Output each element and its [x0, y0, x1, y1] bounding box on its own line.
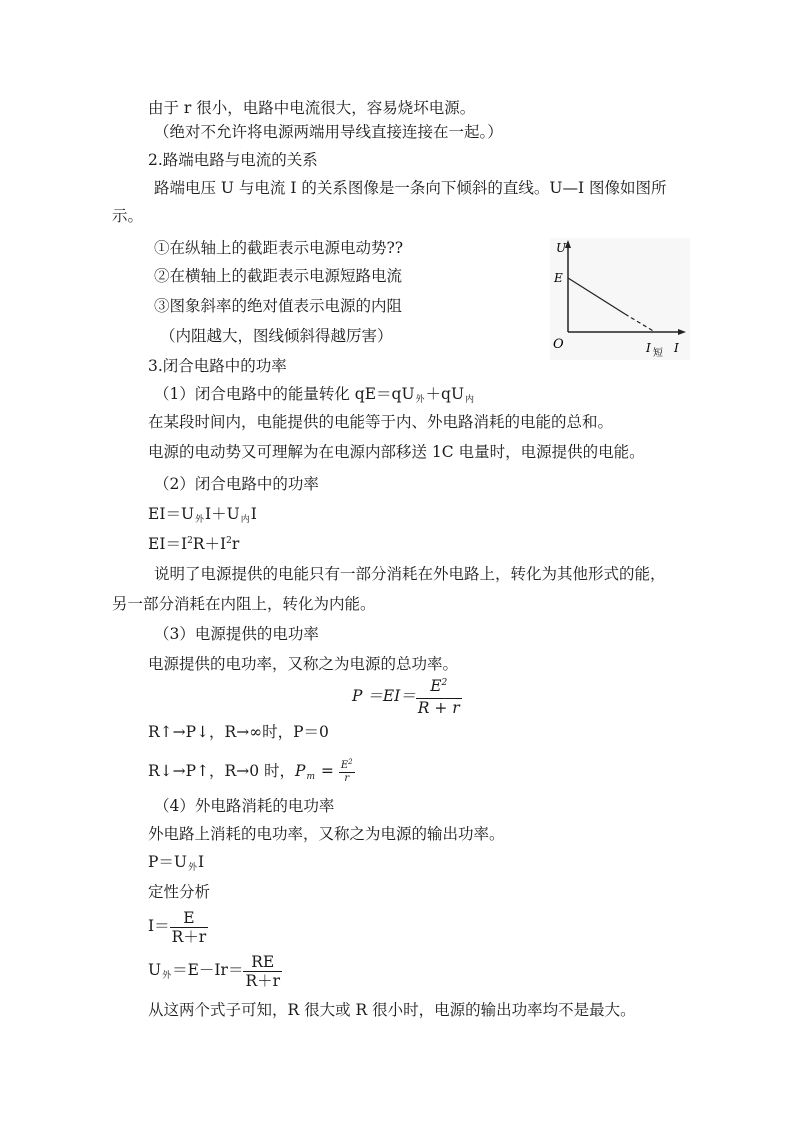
i-axis-label: I [674, 341, 679, 355]
ui-graph [550, 238, 690, 360]
section-1-mid: ＋qU [425, 385, 465, 403]
para-explain: 说明了电源提供的电能只有一部分消耗在外电路上，转化为其他形式的能， [154, 565, 666, 583]
eq3-b: I [198, 853, 205, 871]
para-warning: （绝对不允许将电源两端用导线直接连接在一起。） [154, 123, 503, 141]
section-1-sub-inner: 内 [465, 395, 475, 405]
equation-total-power [352, 676, 462, 717]
eq2-a: EI＝I [148, 535, 188, 553]
para-energy-sum: 在某段时间内，电能提供的电能等于内、外电路消耗的电能的总和。 [148, 413, 614, 431]
rule-2 [148, 756, 355, 789]
list-item-1: ①在纵轴上的截距表示电源电动势?? [154, 239, 404, 257]
eqP-lhs: P ＝EI＝ [352, 687, 416, 705]
equation-2 [148, 534, 239, 557]
ishort-sub: 短 [653, 348, 663, 359]
ishort-label: I [646, 341, 651, 355]
section-1 [154, 384, 475, 407]
eq1-b: I＋U [205, 505, 240, 523]
list-item-3: ③图象斜率的绝对值表示电源的内阻 [154, 297, 403, 315]
eq4-lhs: I＝ [148, 917, 170, 935]
para-explain-cont: 另一部分消耗在内阻上，转化为内能。 [112, 595, 376, 613]
eq5-fraction [243, 953, 282, 990]
para-ui-relation: 路端电压 U 与电流 I 的关系图像是一条向下倾斜的直线。U—I 图像如图所 [154, 179, 667, 197]
eq5-numerator: RE [243, 953, 282, 972]
eq4-denominator: R＋r [171, 927, 207, 946]
para-small-r: 由于 r 很小，电路中电流很大，容易烧坏电源。 [148, 99, 476, 117]
eq5-a: U [148, 961, 162, 979]
e-label: E [554, 271, 563, 285]
rule-2-pm-sub: m [306, 772, 315, 782]
eqP-num-e: E [430, 677, 442, 695]
list-item-2: ②在横轴上的截距表示电源短路电流 [154, 267, 403, 285]
equation-4 [148, 906, 208, 946]
u-axis-label: U [556, 241, 567, 255]
heading-3: 3.闭合电路中的功率 [148, 357, 287, 375]
eq3-sub: 外 [188, 863, 198, 873]
rule-2-pm: P [295, 762, 306, 780]
section-2: （2）闭合电路中的功率 [154, 475, 319, 493]
heading-2: 2.路端电路与电流的关系 [148, 151, 318, 169]
eq2-c: r [231, 535, 240, 553]
equation-5 [148, 950, 282, 993]
rule-2-denominator: r [344, 773, 350, 784]
eqP-num-sup: 2 [441, 678, 448, 688]
eq4-fraction [170, 909, 209, 946]
eq5-denominator: R＋r [245, 971, 281, 990]
eq3-a: P＝U [148, 853, 187, 871]
eq2-sup-2: 2 [226, 536, 232, 546]
para-qualitative: 定性分析 [148, 883, 211, 901]
rule-2-eq: = [316, 762, 339, 780]
equation-1 [148, 504, 257, 527]
rule-2-num-e: E [340, 760, 349, 771]
eq1-a: EI＝U [148, 505, 195, 523]
section-4: （4）外电路消耗的电功率 [154, 797, 335, 815]
list-item-4: （内阻越大，图线倾斜得越厉害） [160, 327, 393, 345]
eqP-numerator [416, 677, 462, 699]
equation-3 [148, 852, 204, 875]
ui-line-solid [568, 278, 625, 314]
ui-graph-svg [550, 238, 690, 360]
para-conclusion: 从这两个式子可知，R 很大或 R 很小时，电源的输出功率均不是最大。 [148, 1001, 636, 1019]
eq2-b: R＋I [192, 535, 227, 553]
eq1-c: I [250, 505, 257, 523]
rule-2-num-sup: 2 [348, 758, 353, 766]
rule-2-text: R↓→P↑，R→0 时， [148, 762, 296, 780]
origin-label: O [553, 337, 564, 352]
x-axis-arrow [678, 329, 686, 335]
section-1-sub-outer: 外 [415, 395, 425, 405]
section-3: （3）电源提供的电功率 [154, 625, 319, 643]
para-output-power: 外电路上消耗的电功率，又称之为电源的输出功率。 [148, 825, 505, 843]
rule-2-fraction [339, 760, 355, 784]
eq4-numerator: E [170, 909, 209, 928]
eqP-denominator: R + r [417, 699, 460, 717]
para-total-power: 电源提供的电功率，又称之为电源的总功率。 [148, 655, 459, 673]
rule-1: R↑→P↓，R→∞时，P＝0 [148, 723, 329, 741]
eq1-sub-outer: 外 [195, 515, 205, 525]
eqP-fraction [416, 677, 462, 717]
eq2-sup-1: 2 [187, 536, 193, 546]
eq1-sub-inner: 内 [240, 515, 250, 525]
section-1-text: （1）闭合电路中的能量转化 qE＝qU [154, 385, 415, 403]
para-emf: 电源的电动势又可理解为在电源内部移送 1C 电量时，电源提供的电能。 [148, 443, 645, 461]
ui-line-dashed [625, 314, 655, 332]
eq5-b: ＝E－Ir＝ [172, 961, 244, 979]
eq5-sub: 外 [162, 971, 172, 981]
rule-2-numerator [339, 760, 355, 773]
para-ui-relation-cont: 示。 [112, 207, 144, 225]
